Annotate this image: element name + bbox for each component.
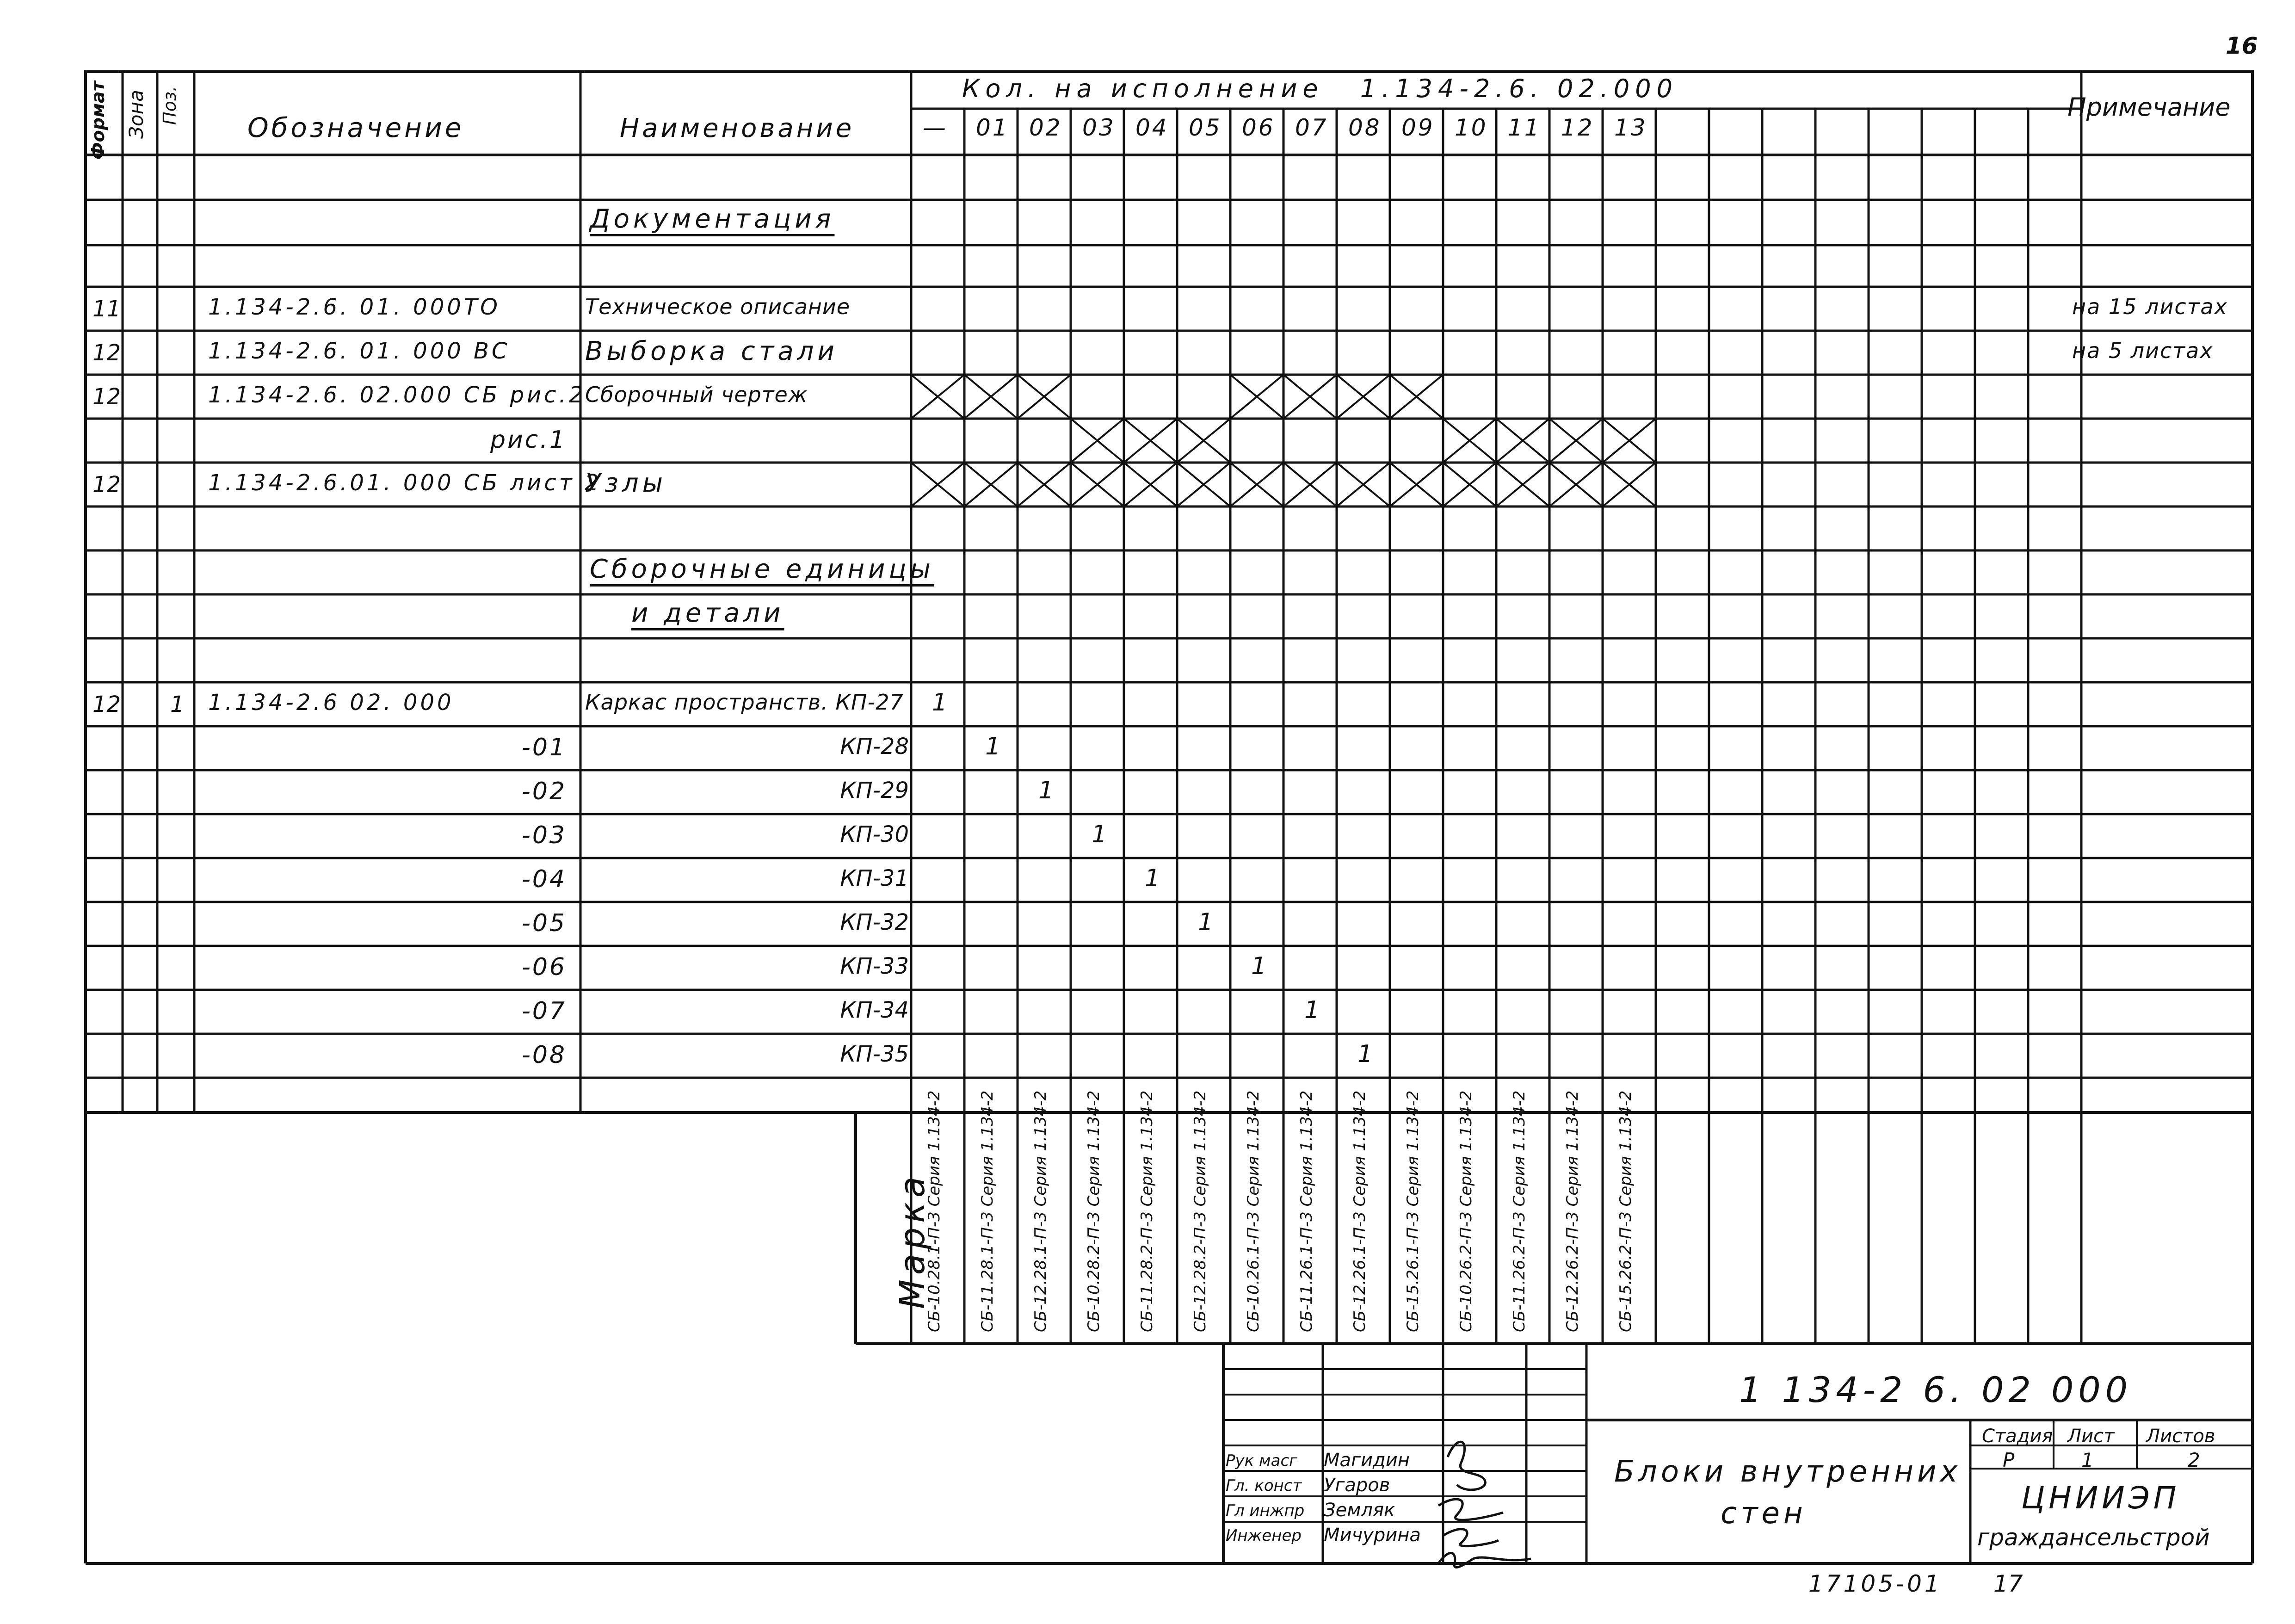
title-line2: стен	[1721, 1496, 1807, 1531]
quantity-cell: 1	[1251, 952, 1267, 980]
stage-label: Стадия	[1982, 1426, 2053, 1447]
sheets-label: Листов	[2146, 1426, 2215, 1447]
marka-item-2: СБ-12.28.1-П-3 Серия 1.134-2	[1031, 1090, 1050, 1332]
variant-header-3: 03	[1082, 114, 1116, 141]
sig-role-1: Рук масг	[1226, 1451, 1298, 1470]
marka-item-4: СБ-11.28.2-П-3 Серия 1.134-2	[1138, 1090, 1156, 1332]
name-cell: Сборочный чертеж	[585, 382, 808, 407]
section-heading: Документация	[590, 204, 835, 234]
designation-cell: 1.134-2.6 02. 000	[208, 689, 454, 716]
quantity-cell: 1	[1304, 996, 1320, 1024]
variant-header-5: 05	[1189, 114, 1222, 141]
signature-scribbles	[1429, 1425, 1536, 1573]
quantity-cell: 1	[985, 732, 1001, 760]
header-format: Формат	[88, 81, 108, 160]
name-cell: КП-28	[840, 733, 909, 760]
designation-cell: 1.134-2.6. 01. 000 ВС	[208, 338, 510, 364]
name-cell: Узлы	[585, 468, 666, 498]
designation-cell: -07	[522, 997, 567, 1025]
name-cell: КП-31	[840, 865, 909, 891]
designation-cell: -01	[522, 733, 567, 761]
name-cell: Каркас пространств. КП-27	[585, 689, 904, 715]
name-cell: КП-35	[840, 1041, 909, 1067]
variant-header-13: 13	[1614, 114, 1647, 141]
sheets-value: 2	[2188, 1449, 2200, 1471]
sheet-value: 1	[2081, 1449, 2094, 1471]
quantity-cell: 1	[1198, 908, 1214, 936]
sheet-label: Лист	[2067, 1426, 2115, 1447]
format-cell: 12	[93, 340, 121, 366]
designation-cell: -02	[522, 777, 567, 805]
sig-name-2: Угаров	[1324, 1475, 1390, 1496]
note-cell: на 15 листах	[2072, 294, 2228, 319]
variant-header-9: 09	[1401, 114, 1435, 141]
stage-value: Р	[2003, 1449, 2015, 1471]
marka-label: Марка	[893, 1172, 932, 1309]
variant-header-2: 02	[1029, 114, 1062, 141]
note-cell: на 5 листах	[2072, 338, 2214, 363]
header-designation: Обозначение	[247, 112, 464, 143]
variant-header-6: 06	[1242, 114, 1275, 141]
marka-item-12: СБ-12.26.2-П-3 Серия 1.134-2	[1563, 1090, 1582, 1332]
section-heading: Сборочные единицы	[590, 554, 934, 584]
variant-header-0: —	[923, 114, 948, 141]
designation-cell: -06	[522, 953, 567, 981]
quantity-cell: 1	[1357, 1040, 1373, 1068]
marka-item-3: СБ-10.28.2-П-3 Серия 1.134-2	[1085, 1090, 1103, 1332]
org-name-2: граждансельстрой	[1977, 1524, 2210, 1551]
sig-name-1: Магидин	[1324, 1450, 1410, 1471]
variant-header-12: 12	[1561, 114, 1594, 141]
quantity-cell: 1	[1145, 864, 1160, 892]
header-name: Наименование	[620, 113, 855, 143]
designation-cell: -05	[522, 909, 567, 937]
designation-cell: -03	[522, 821, 567, 849]
sig-name-3: Земляк	[1324, 1500, 1395, 1521]
marka-item-11: СБ-11.26.2-П-3 Серия 1.134-2	[1510, 1090, 1529, 1332]
header-zone: Зона	[125, 90, 148, 139]
designation-cell: -08	[522, 1041, 567, 1069]
name-cell: КП-32	[840, 909, 909, 935]
qty-caption	[962, 74, 1678, 103]
name-cell: Техническое описание	[585, 294, 851, 319]
sig-role-3: Гл инжпр	[1226, 1501, 1305, 1520]
format-cell: 12	[93, 471, 121, 498]
pos-cell: 1	[170, 691, 185, 717]
header-note: Примечание	[2067, 93, 2231, 122]
marka-item-6: СБ-10.26.1-П-3 Серия 1.134-2	[1244, 1090, 1263, 1332]
quantity-cell: 1	[1038, 776, 1054, 804]
marka-item-8: СБ-12.26.1-П-3 Серия 1.134-2	[1351, 1090, 1369, 1332]
qty-caption-text: Кол. на исполнение	[962, 74, 1324, 103]
marka-item-7: СБ-11.26.1-П-3 Серия 1.134-2	[1297, 1090, 1316, 1332]
name-cell: КП-33	[840, 953, 909, 979]
spec-table-frame	[86, 72, 2252, 1112]
doc-code: 1 134-2 6. 02 000	[1739, 1369, 2133, 1410]
designation-cell: 1.134-2.6. 01. 000ТО	[208, 294, 500, 320]
format-cell: 11	[93, 296, 121, 322]
designation-cell: -04	[522, 865, 567, 893]
quantity-cell: 1	[932, 688, 948, 716]
designation-cell: 1.134-2.6.01. 000 СБ лист 2	[208, 469, 602, 496]
marka-item-5: СБ-12.28.2-П-3 Серия 1.134-2	[1191, 1090, 1209, 1332]
sig-role-4: Инженер	[1226, 1526, 1302, 1545]
section-heading: и детали	[631, 598, 784, 628]
qty-caption-code: 1.134-2.6. 02.000	[1360, 74, 1678, 103]
name-cell: КП-34	[840, 997, 909, 1023]
footer-inventory: 17105-01	[1808, 1570, 1942, 1597]
name-cell: КП-30	[840, 821, 909, 847]
marka-item-13: СБ-15.26.2-П-3 Серия 1.134-2	[1616, 1090, 1635, 1332]
variant-header-7: 07	[1295, 114, 1328, 141]
designation-cell: 1.134-2.6. 02.000 СБ рис.2	[208, 382, 586, 408]
quantity-cell: 1	[1092, 820, 1107, 848]
format-cell: 12	[93, 383, 121, 410]
designation-cell: рис.1	[490, 426, 567, 454]
name-cell: Выборка стали	[585, 336, 838, 366]
marka-item-10: СБ-10.26.2-П-3 Серия 1.134-2	[1457, 1090, 1475, 1332]
variant-header-11: 11	[1508, 114, 1541, 141]
page-number: 16	[2226, 32, 2258, 59]
variant-header-1: 01	[976, 114, 1009, 141]
org-name-1: ЦНИИЭП	[2021, 1480, 2180, 1516]
header-pos: Поз.	[160, 86, 180, 125]
variant-header-4: 04	[1135, 114, 1169, 141]
format-cell: 12	[93, 691, 121, 717]
sig-role-2: Гл. конст	[1226, 1476, 1302, 1495]
sig-name-4: Мичурина	[1324, 1525, 1421, 1546]
marka-item-1: СБ-11.28.1-П-3 Серия 1.134-2	[978, 1090, 997, 1332]
variant-header-8: 08	[1348, 114, 1382, 141]
title-line1: Блоки внутренних	[1614, 1455, 1962, 1489]
variant-header-10: 10	[1455, 114, 1488, 141]
marka-item-9: СБ-15.26.1-П-3 Серия 1.134-2	[1404, 1090, 1422, 1332]
footer-number: 17	[1993, 1570, 2023, 1597]
name-cell: КП-29	[840, 777, 909, 803]
marka-item-0: СБ-10.28.1-П-3 Серия 1.134-2	[925, 1090, 944, 1332]
